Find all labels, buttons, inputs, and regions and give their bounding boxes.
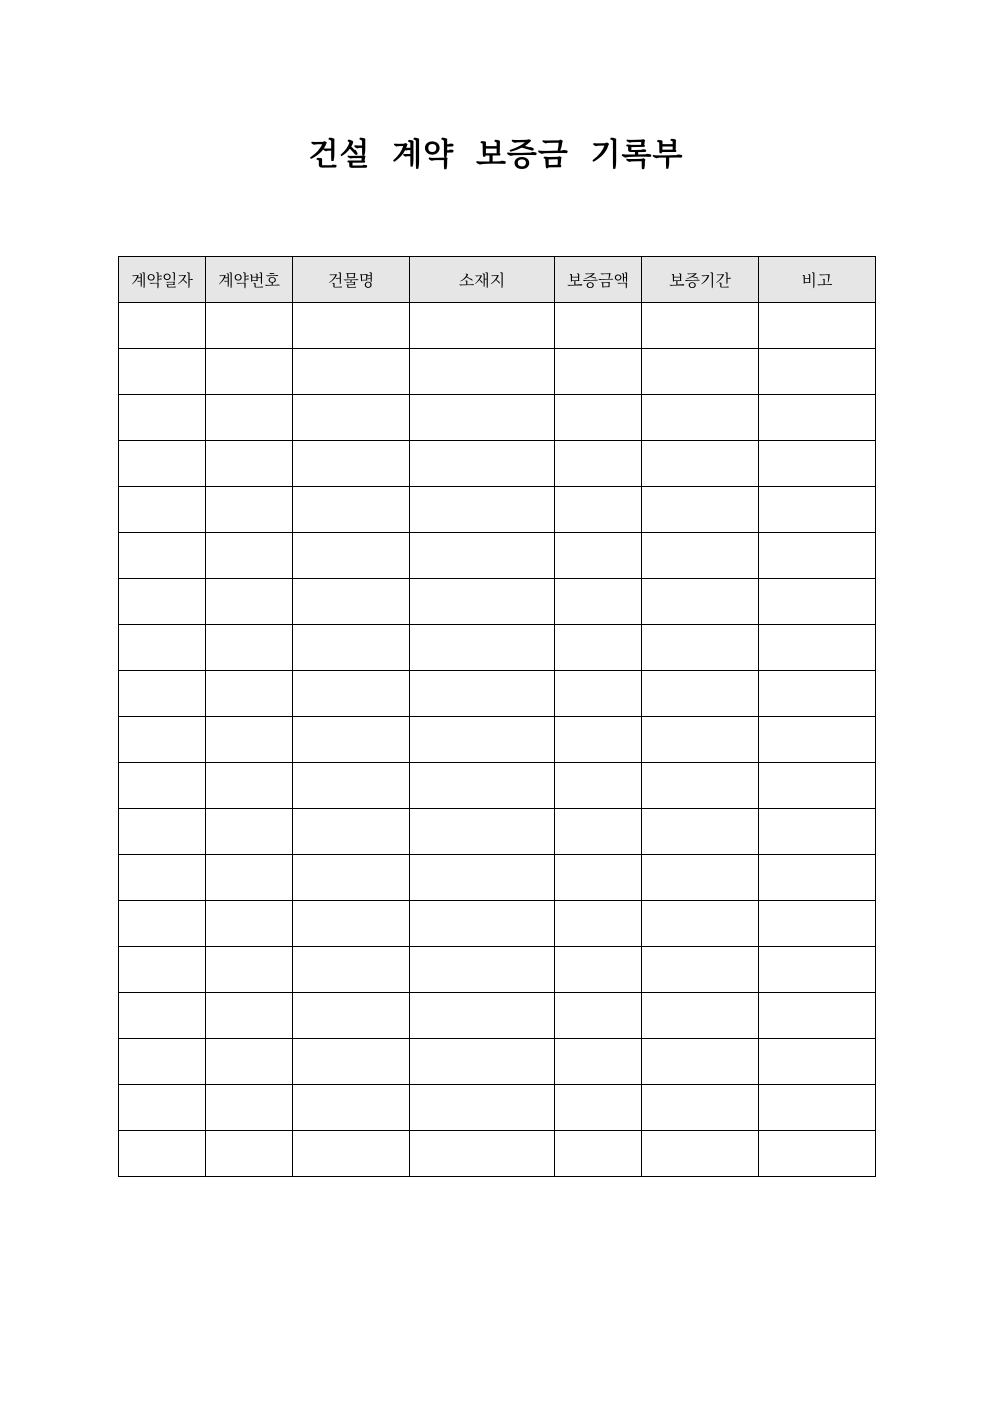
table-cell[interactable] [206,993,293,1039]
table-cell[interactable] [119,395,206,441]
table-row [119,901,876,947]
table-cell[interactable] [555,1085,642,1131]
table-cell[interactable] [410,395,555,441]
table-cell[interactable] [555,1131,642,1177]
table-cell[interactable] [206,625,293,671]
table-cell[interactable] [642,1085,759,1131]
table-row [119,809,876,855]
table-cell[interactable] [759,993,876,1039]
table-cell[interactable] [119,579,206,625]
table-row [119,1085,876,1131]
table-cell[interactable] [206,303,293,349]
table-cell[interactable] [293,671,410,717]
table-cell[interactable] [555,671,642,717]
table-cell[interactable] [642,349,759,395]
table-cell[interactable] [119,1085,206,1131]
table-cell[interactable] [293,1131,410,1177]
table-cell[interactable] [555,395,642,441]
table-cell[interactable] [759,717,876,763]
table-cell[interactable] [759,901,876,947]
table-cell[interactable] [642,809,759,855]
table-cell[interactable] [119,349,206,395]
table-cell[interactable] [555,901,642,947]
table-cell[interactable] [410,763,555,809]
table-cell[interactable] [555,349,642,395]
table-cell[interactable] [293,395,410,441]
table-cell[interactable] [410,303,555,349]
table-cell[interactable] [555,303,642,349]
column-header-building-name: 건물명 [293,257,410,303]
table-cell[interactable] [642,671,759,717]
table-cell[interactable] [119,809,206,855]
table-cell[interactable] [206,395,293,441]
table-row [119,303,876,349]
column-header-guarantee-period: 보증기간 [642,257,759,303]
table-cell[interactable] [410,1039,555,1085]
table-row [119,625,876,671]
table-row [119,855,876,901]
table-cell[interactable] [410,1131,555,1177]
table-cell[interactable] [555,717,642,763]
table-cell[interactable] [410,993,555,1039]
table-row [119,1039,876,1085]
table-cell[interactable] [759,579,876,625]
table-cell[interactable] [293,441,410,487]
table-cell[interactable] [206,1085,293,1131]
table-cell[interactable] [206,717,293,763]
table-cell[interactable] [642,303,759,349]
table-cell[interactable] [759,1085,876,1131]
table-cell[interactable] [555,1039,642,1085]
table-cell[interactable] [206,901,293,947]
table-cell[interactable] [206,671,293,717]
table-cell[interactable] [119,671,206,717]
table-cell[interactable] [759,671,876,717]
table-cell[interactable] [555,487,642,533]
table-cell[interactable] [293,303,410,349]
table-cell[interactable] [410,487,555,533]
table-cell[interactable] [642,1039,759,1085]
table-header-row [119,257,876,303]
table-cell[interactable] [410,855,555,901]
table-cell[interactable] [555,441,642,487]
table-cell[interactable] [206,1039,293,1085]
table-cell[interactable] [410,671,555,717]
table-cell[interactable] [119,717,206,763]
table-cell[interactable] [759,763,876,809]
page-title: 건설 계약 보증금 기록부 [308,137,684,173]
table-cell[interactable] [206,1131,293,1177]
table-cell[interactable] [293,763,410,809]
table-cell[interactable] [555,855,642,901]
table-cell[interactable] [293,533,410,579]
table-cell[interactable] [642,395,759,441]
table-cell[interactable] [119,855,206,901]
table-cell[interactable] [410,809,555,855]
table-cell[interactable] [759,1131,876,1177]
column-header-location: 소재지 [410,257,555,303]
table-cell[interactable] [206,487,293,533]
table-cell[interactable] [642,533,759,579]
table-cell[interactable] [206,763,293,809]
table-cell[interactable] [642,855,759,901]
table-cell[interactable] [293,993,410,1039]
table-cell[interactable] [206,579,293,625]
table-row [119,993,876,1039]
table-cell[interactable] [119,1131,206,1177]
table-row [119,441,876,487]
table-cell[interactable] [119,625,206,671]
table-row [119,671,876,717]
table-cell[interactable] [410,1085,555,1131]
table-row [119,579,876,625]
table-cell[interactable] [410,441,555,487]
table-cell[interactable] [759,533,876,579]
column-header-contract-number: 계약번호 [206,257,293,303]
table-cell[interactable] [293,901,410,947]
table-cell[interactable] [293,625,410,671]
table-cell[interactable] [642,1131,759,1177]
table-cell[interactable] [410,717,555,763]
table-cell[interactable] [642,717,759,763]
table-cell[interactable] [642,901,759,947]
table-cell[interactable] [642,579,759,625]
table-cell[interactable] [759,1039,876,1085]
table-cell[interactable] [555,533,642,579]
table-row [119,1131,876,1177]
table-row [119,487,876,533]
table-row [119,395,876,441]
table-cell[interactable] [410,349,555,395]
table-cell[interactable] [119,947,206,993]
table-cell[interactable] [293,579,410,625]
table-cell[interactable] [759,947,876,993]
table-cell[interactable] [642,625,759,671]
table-row [119,349,876,395]
table-cell[interactable] [119,901,206,947]
table-row [119,533,876,579]
table-cell[interactable] [293,349,410,395]
table-cell[interactable] [119,303,206,349]
table-cell[interactable] [642,947,759,993]
table-cell[interactable] [759,441,876,487]
table-cell[interactable] [642,763,759,809]
table-cell[interactable] [206,349,293,395]
table-cell[interactable] [642,993,759,1039]
table-row [119,717,876,763]
table-cell[interactable] [759,487,876,533]
table-cell[interactable] [410,533,555,579]
table-cell[interactable] [206,947,293,993]
table-row [119,947,876,993]
deposit-ledger-table [118,256,876,1177]
table-cell[interactable] [410,947,555,993]
table-cell[interactable] [119,763,206,809]
table-cell[interactable] [293,855,410,901]
table-cell[interactable] [759,349,876,395]
column-header-contract-date: 계약일자 [119,257,206,303]
table-cell[interactable] [293,809,410,855]
table-cell[interactable] [555,947,642,993]
table-cell[interactable] [119,487,206,533]
table-cell[interactable] [759,855,876,901]
table-cell[interactable] [119,533,206,579]
table-cell[interactable] [555,993,642,1039]
table-cell[interactable] [206,855,293,901]
table-cell[interactable] [759,809,876,855]
table-cell[interactable] [119,993,206,1039]
table-cell[interactable] [555,809,642,855]
table-cell[interactable] [293,717,410,763]
table-cell[interactable] [555,763,642,809]
table-body [119,303,876,1177]
column-header-remarks: 비고 [759,257,876,303]
table-cell[interactable] [410,579,555,625]
column-header-deposit-amount: 보증금액 [555,257,642,303]
table-cell[interactable] [119,1039,206,1085]
table-cell[interactable] [759,303,876,349]
table-cell[interactable] [759,395,876,441]
table-cell[interactable] [410,625,555,671]
table-cell[interactable] [555,625,642,671]
table-cell[interactable] [293,947,410,993]
table-cell[interactable] [759,625,876,671]
table-cell[interactable] [293,487,410,533]
table-cell[interactable] [293,1039,410,1085]
table-row [119,763,876,809]
table-cell[interactable] [206,441,293,487]
table-cell[interactable] [642,441,759,487]
table-cell[interactable] [206,809,293,855]
table-cell[interactable] [642,487,759,533]
table-cell[interactable] [119,441,206,487]
table-cell[interactable] [293,1085,410,1131]
table-cell[interactable] [555,579,642,625]
table-cell[interactable] [410,901,555,947]
table-cell[interactable] [206,533,293,579]
